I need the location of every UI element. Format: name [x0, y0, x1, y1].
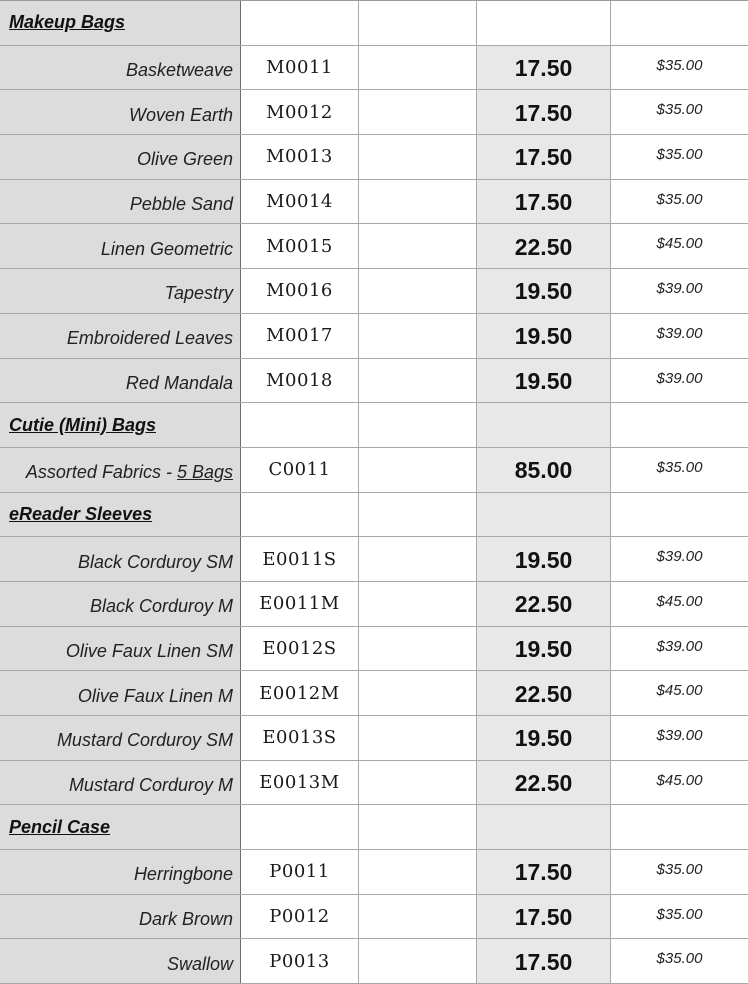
retail-price-cell[interactable] [611, 224, 748, 268]
product-name-label: Olive Green [136, 149, 233, 170]
wholesale-price: 19.50 [514, 367, 573, 394]
product-name [101, 233, 233, 260]
product-code-cell[interactable] [241, 269, 359, 313]
wholesale-price-cell[interactable] [477, 224, 611, 268]
table-row [0, 448, 748, 493]
category-heading: Cutie (Mini) Bags [9, 414, 156, 435]
wholesale-price-cell[interactable] [477, 537, 611, 581]
quantity-cell[interactable] [359, 359, 477, 403]
quantity-cell[interactable] [359, 269, 477, 313]
retail-price-cell[interactable] [611, 135, 748, 179]
product-code-cell[interactable] [241, 46, 359, 90]
product-name-cell[interactable] [0, 135, 241, 179]
quantity-cell[interactable] [359, 180, 477, 224]
category-row [0, 805, 748, 850]
retail-price-cell[interactable] [611, 403, 748, 447]
quantity-cell[interactable] [359, 537, 477, 581]
quantity-cell[interactable] [359, 90, 477, 134]
category-row [0, 493, 748, 538]
wholesale-price-cell[interactable] [477, 269, 611, 313]
wholesale-price: 22.50 [514, 591, 573, 618]
product-name-cell[interactable] [0, 90, 241, 134]
product-code-cell[interactable] [241, 582, 359, 626]
table-row [0, 939, 748, 984]
retail-price-cell[interactable] [611, 895, 748, 939]
product-name-cell[interactable] [0, 269, 241, 313]
wholesale-price: 17.50 [514, 144, 573, 171]
product-name [129, 99, 233, 126]
wholesale-price: 17.50 [514, 189, 573, 216]
wholesale-price-cell[interactable] [477, 761, 611, 805]
wholesale-price-cell[interactable] [477, 403, 611, 447]
product-name-cell[interactable] [0, 627, 241, 671]
product-name-label: Mustard Corduroy M [68, 775, 233, 796]
product-name-cell[interactable] [0, 805, 241, 849]
product-code: E0013M [259, 772, 340, 794]
wholesale-price: 17.50 [514, 55, 573, 82]
table-row [0, 46, 748, 91]
product-name [78, 680, 233, 707]
product-name-cell[interactable] [0, 314, 241, 358]
product-name [167, 948, 233, 975]
product-name-label: Woven Earth [128, 104, 233, 125]
product-code: M0015 [266, 235, 333, 257]
product-name-cell[interactable] [0, 359, 241, 403]
table-row [0, 180, 748, 225]
product-code: P0013 [269, 950, 330, 972]
product-code: E0012M [259, 682, 340, 704]
quantity-cell[interactable] [359, 448, 477, 492]
product-name [78, 546, 233, 573]
product-code-cell[interactable] [241, 895, 359, 939]
quantity-cell[interactable] [359, 716, 477, 760]
product-name [126, 54, 233, 81]
product-name [130, 188, 233, 215]
product-code-cell[interactable] [241, 314, 359, 358]
product-name-label: Herringbone [133, 864, 233, 885]
category-heading: Makeup Bags [9, 12, 126, 33]
wholesale-price-cell[interactable] [477, 627, 611, 671]
product-name [139, 903, 233, 930]
product-name-label: Olive Faux Linen SM [65, 640, 233, 661]
product-code-cell[interactable] [241, 359, 359, 403]
retail-price-cell[interactable] [611, 90, 748, 134]
retail-price: $45.00 [656, 771, 703, 789]
retail-price-cell[interactable] [611, 46, 748, 90]
table-row [0, 761, 748, 806]
product-code-cell[interactable] [241, 1, 359, 45]
table-row [0, 537, 748, 582]
product-name [90, 590, 233, 617]
retail-price: $39.00 [656, 637, 703, 655]
wholesale-price: 19.50 [514, 323, 573, 350]
quantity-cell[interactable] [359, 582, 477, 626]
retail-price: $35.00 [656, 56, 703, 74]
quantity-cell[interactable] [359, 135, 477, 179]
wholesale-price-cell[interactable] [477, 895, 611, 939]
product-code: M0014 [266, 191, 333, 213]
product-code-cell[interactable] [241, 716, 359, 760]
wholesale-price-cell[interactable] [477, 314, 611, 358]
wholesale-price-cell[interactable] [477, 135, 611, 179]
wholesale-price: 22.50 [514, 233, 573, 260]
quantity-cell[interactable] [359, 627, 477, 671]
quantity-cell[interactable] [359, 939, 477, 983]
product-name-cell[interactable] [0, 493, 241, 537]
retail-price-cell[interactable] [611, 805, 748, 849]
quantity-cell[interactable] [359, 805, 477, 849]
retail-price-cell[interactable] [611, 269, 748, 313]
product-code-cell[interactable] [241, 90, 359, 134]
product-code: M0018 [266, 369, 333, 391]
product-code-cell[interactable] [241, 180, 359, 224]
retail-price-cell[interactable] [611, 314, 748, 358]
product-code-cell[interactable] [241, 448, 359, 492]
quantity-cell[interactable] [359, 224, 477, 268]
product-name-cell[interactable] [0, 761, 241, 805]
wholesale-price: 19.50 [514, 546, 573, 573]
product-code: C0011 [268, 459, 331, 481]
wholesale-price: 19.50 [514, 278, 573, 305]
wholesale-price: 19.50 [514, 725, 573, 752]
product-name [57, 724, 233, 751]
table-row [0, 90, 748, 135]
retail-price: $35.00 [656, 458, 703, 476]
quantity-cell[interactable] [359, 850, 477, 894]
product-name-label: Mustard Corduroy SM [56, 730, 233, 751]
product-code-cell[interactable] [241, 627, 359, 671]
product-name [26, 456, 233, 483]
product-name-cell[interactable] [0, 716, 241, 760]
retail-price-cell[interactable] [611, 761, 748, 805]
wholesale-price-cell[interactable] [477, 359, 611, 403]
retail-price-cell[interactable] [611, 1, 748, 45]
product-code-cell[interactable] [241, 403, 359, 447]
product-name-label: Black Corduroy SM [77, 551, 233, 572]
retail-price-cell[interactable] [611, 850, 748, 894]
wholesale-price-cell[interactable] [477, 46, 611, 90]
quantity-cell[interactable] [359, 46, 477, 90]
wholesale-price-cell[interactable] [477, 850, 611, 894]
category-heading: Pencil Case [9, 816, 111, 837]
product-name-cell[interactable] [0, 224, 241, 268]
product-name [137, 143, 233, 170]
quantity-cell[interactable] [359, 671, 477, 715]
product-code: P0012 [269, 906, 330, 928]
product-name-cell[interactable] [0, 582, 241, 626]
retail-price: $39.00 [656, 280, 703, 298]
product-name-label: Assorted Fabrics - [25, 462, 177, 483]
table-row [0, 627, 748, 672]
retail-price: $35.00 [656, 861, 703, 879]
product-name [66, 635, 233, 662]
retail-price: $39.00 [656, 548, 703, 566]
product-name-label: Pebble Sand [129, 194, 233, 215]
product-code: M0012 [266, 101, 333, 123]
product-code-cell[interactable] [241, 939, 359, 983]
wholesale-price: 17.50 [514, 859, 573, 886]
table-row [0, 716, 748, 761]
product-name [67, 322, 233, 349]
retail-price-cell[interactable] [611, 448, 748, 492]
product-name-label: Black Corduroy M [89, 596, 233, 617]
product-code-cell[interactable] [241, 493, 359, 537]
product-name-cell[interactable] [0, 448, 241, 492]
table-row [0, 671, 748, 716]
retail-price-cell[interactable] [611, 537, 748, 581]
wholesale-price-cell[interactable] [477, 1, 611, 45]
retail-price: $35.00 [656, 950, 703, 968]
product-code: E0012S [262, 637, 337, 659]
product-name-label: Basketweave [125, 60, 233, 81]
table-row [0, 314, 748, 359]
product-name-cell[interactable] [0, 895, 241, 939]
table-row [0, 895, 748, 940]
retail-price: $45.00 [656, 592, 703, 610]
product-code: M0011 [266, 57, 333, 79]
product-name-cell[interactable] [0, 403, 241, 447]
product-code: P0011 [269, 861, 330, 883]
table-row [0, 582, 748, 627]
wholesale-price: 85.00 [514, 457, 573, 484]
retail-price: $35.00 [656, 905, 703, 923]
product-name-label: Red Mandala [125, 372, 233, 393]
quantity-cell[interactable] [359, 1, 477, 45]
wholesale-price-cell[interactable] [477, 939, 611, 983]
wholesale-price-cell[interactable] [477, 90, 611, 134]
wholesale-price: 22.50 [514, 680, 573, 707]
table-row [0, 359, 748, 404]
wholesale-price: 22.50 [514, 770, 573, 797]
retail-price-cell[interactable] [611, 582, 748, 626]
product-name-label: Swallow [166, 953, 233, 974]
product-name-cell[interactable] [0, 1, 241, 45]
product-name-cell[interactable] [0, 671, 241, 715]
retail-price: $39.00 [656, 324, 703, 342]
retail-price: $35.00 [656, 190, 703, 208]
product-code-cell[interactable] [241, 671, 359, 715]
wholesale-price-cell[interactable] [477, 805, 611, 849]
retail-price: $35.00 [656, 146, 703, 164]
product-name-cell[interactable] [0, 46, 241, 90]
product-code-cell[interactable] [241, 537, 359, 581]
retail-price: $39.00 [656, 727, 703, 744]
retail-price: $39.00 [656, 369, 703, 387]
product-code: M0013 [266, 146, 333, 168]
wholesale-price: 17.50 [514, 948, 573, 975]
retail-price: $45.00 [656, 235, 703, 253]
product-name-label: Embroidered Leaves [66, 328, 233, 349]
table-row [0, 135, 748, 180]
retail-price-cell[interactable] [611, 359, 748, 403]
retail-price-cell[interactable] [611, 716, 748, 760]
wholesale-price-cell[interactable] [477, 582, 611, 626]
wholesale-price: 17.50 [514, 904, 573, 931]
retail-price-cell[interactable] [611, 180, 748, 224]
product-name [126, 367, 233, 394]
product-name-emphasis: 5 Bags [176, 462, 233, 483]
category-row [0, 403, 748, 448]
retail-price-cell[interactable] [611, 627, 748, 671]
category-row [0, 1, 748, 46]
product-name-label: Dark Brown [138, 909, 233, 930]
product-name-label: Tapestry [164, 283, 233, 304]
wholesale-price: 19.50 [514, 635, 573, 662]
wholesale-price-cell[interactable] [477, 180, 611, 224]
wholesale-price-cell[interactable] [477, 671, 611, 715]
product-name-cell[interactable] [0, 180, 241, 224]
product-code-cell[interactable] [241, 224, 359, 268]
product-code-cell[interactable] [241, 135, 359, 179]
product-code-cell[interactable] [241, 805, 359, 849]
category-heading: eReader Sleeves [9, 503, 153, 524]
quantity-cell[interactable] [359, 761, 477, 805]
product-code: E0013S [262, 727, 337, 749]
product-code: M0017 [266, 325, 333, 347]
retail-price: $35.00 [656, 101, 703, 119]
product-name [134, 858, 233, 885]
quantity-cell[interactable] [359, 895, 477, 939]
product-name-cell[interactable] [0, 537, 241, 581]
retail-price-cell[interactable] [611, 493, 748, 537]
product-name-cell[interactable] [0, 939, 241, 983]
wholesale-price: 17.50 [514, 99, 573, 126]
wholesale-price-cell[interactable] [477, 493, 611, 537]
quantity-cell[interactable] [359, 314, 477, 358]
table-row [0, 269, 748, 314]
product-code: M0016 [266, 280, 333, 302]
retail-price: $45.00 [656, 682, 703, 700]
product-code: E0011S [262, 548, 337, 570]
wholesale-price-cell[interactable] [477, 716, 611, 760]
product-name-cell[interactable] [0, 850, 241, 894]
product-name [165, 277, 233, 304]
product-code-cell[interactable] [241, 761, 359, 805]
table-row [0, 850, 748, 895]
retail-price-cell[interactable] [611, 939, 748, 983]
wholesale-price-cell[interactable] [477, 448, 611, 492]
table-row [0, 224, 748, 269]
product-code-cell[interactable] [241, 850, 359, 894]
quantity-cell[interactable] [359, 493, 477, 537]
product-code: E0011M [259, 593, 340, 615]
product-name [69, 769, 233, 796]
quantity-cell[interactable] [359, 403, 477, 447]
retail-price-cell[interactable] [611, 671, 748, 715]
product-name-label: Linen Geometric [100, 238, 233, 259]
product-name-label: Olive Faux Linen M [77, 685, 233, 706]
